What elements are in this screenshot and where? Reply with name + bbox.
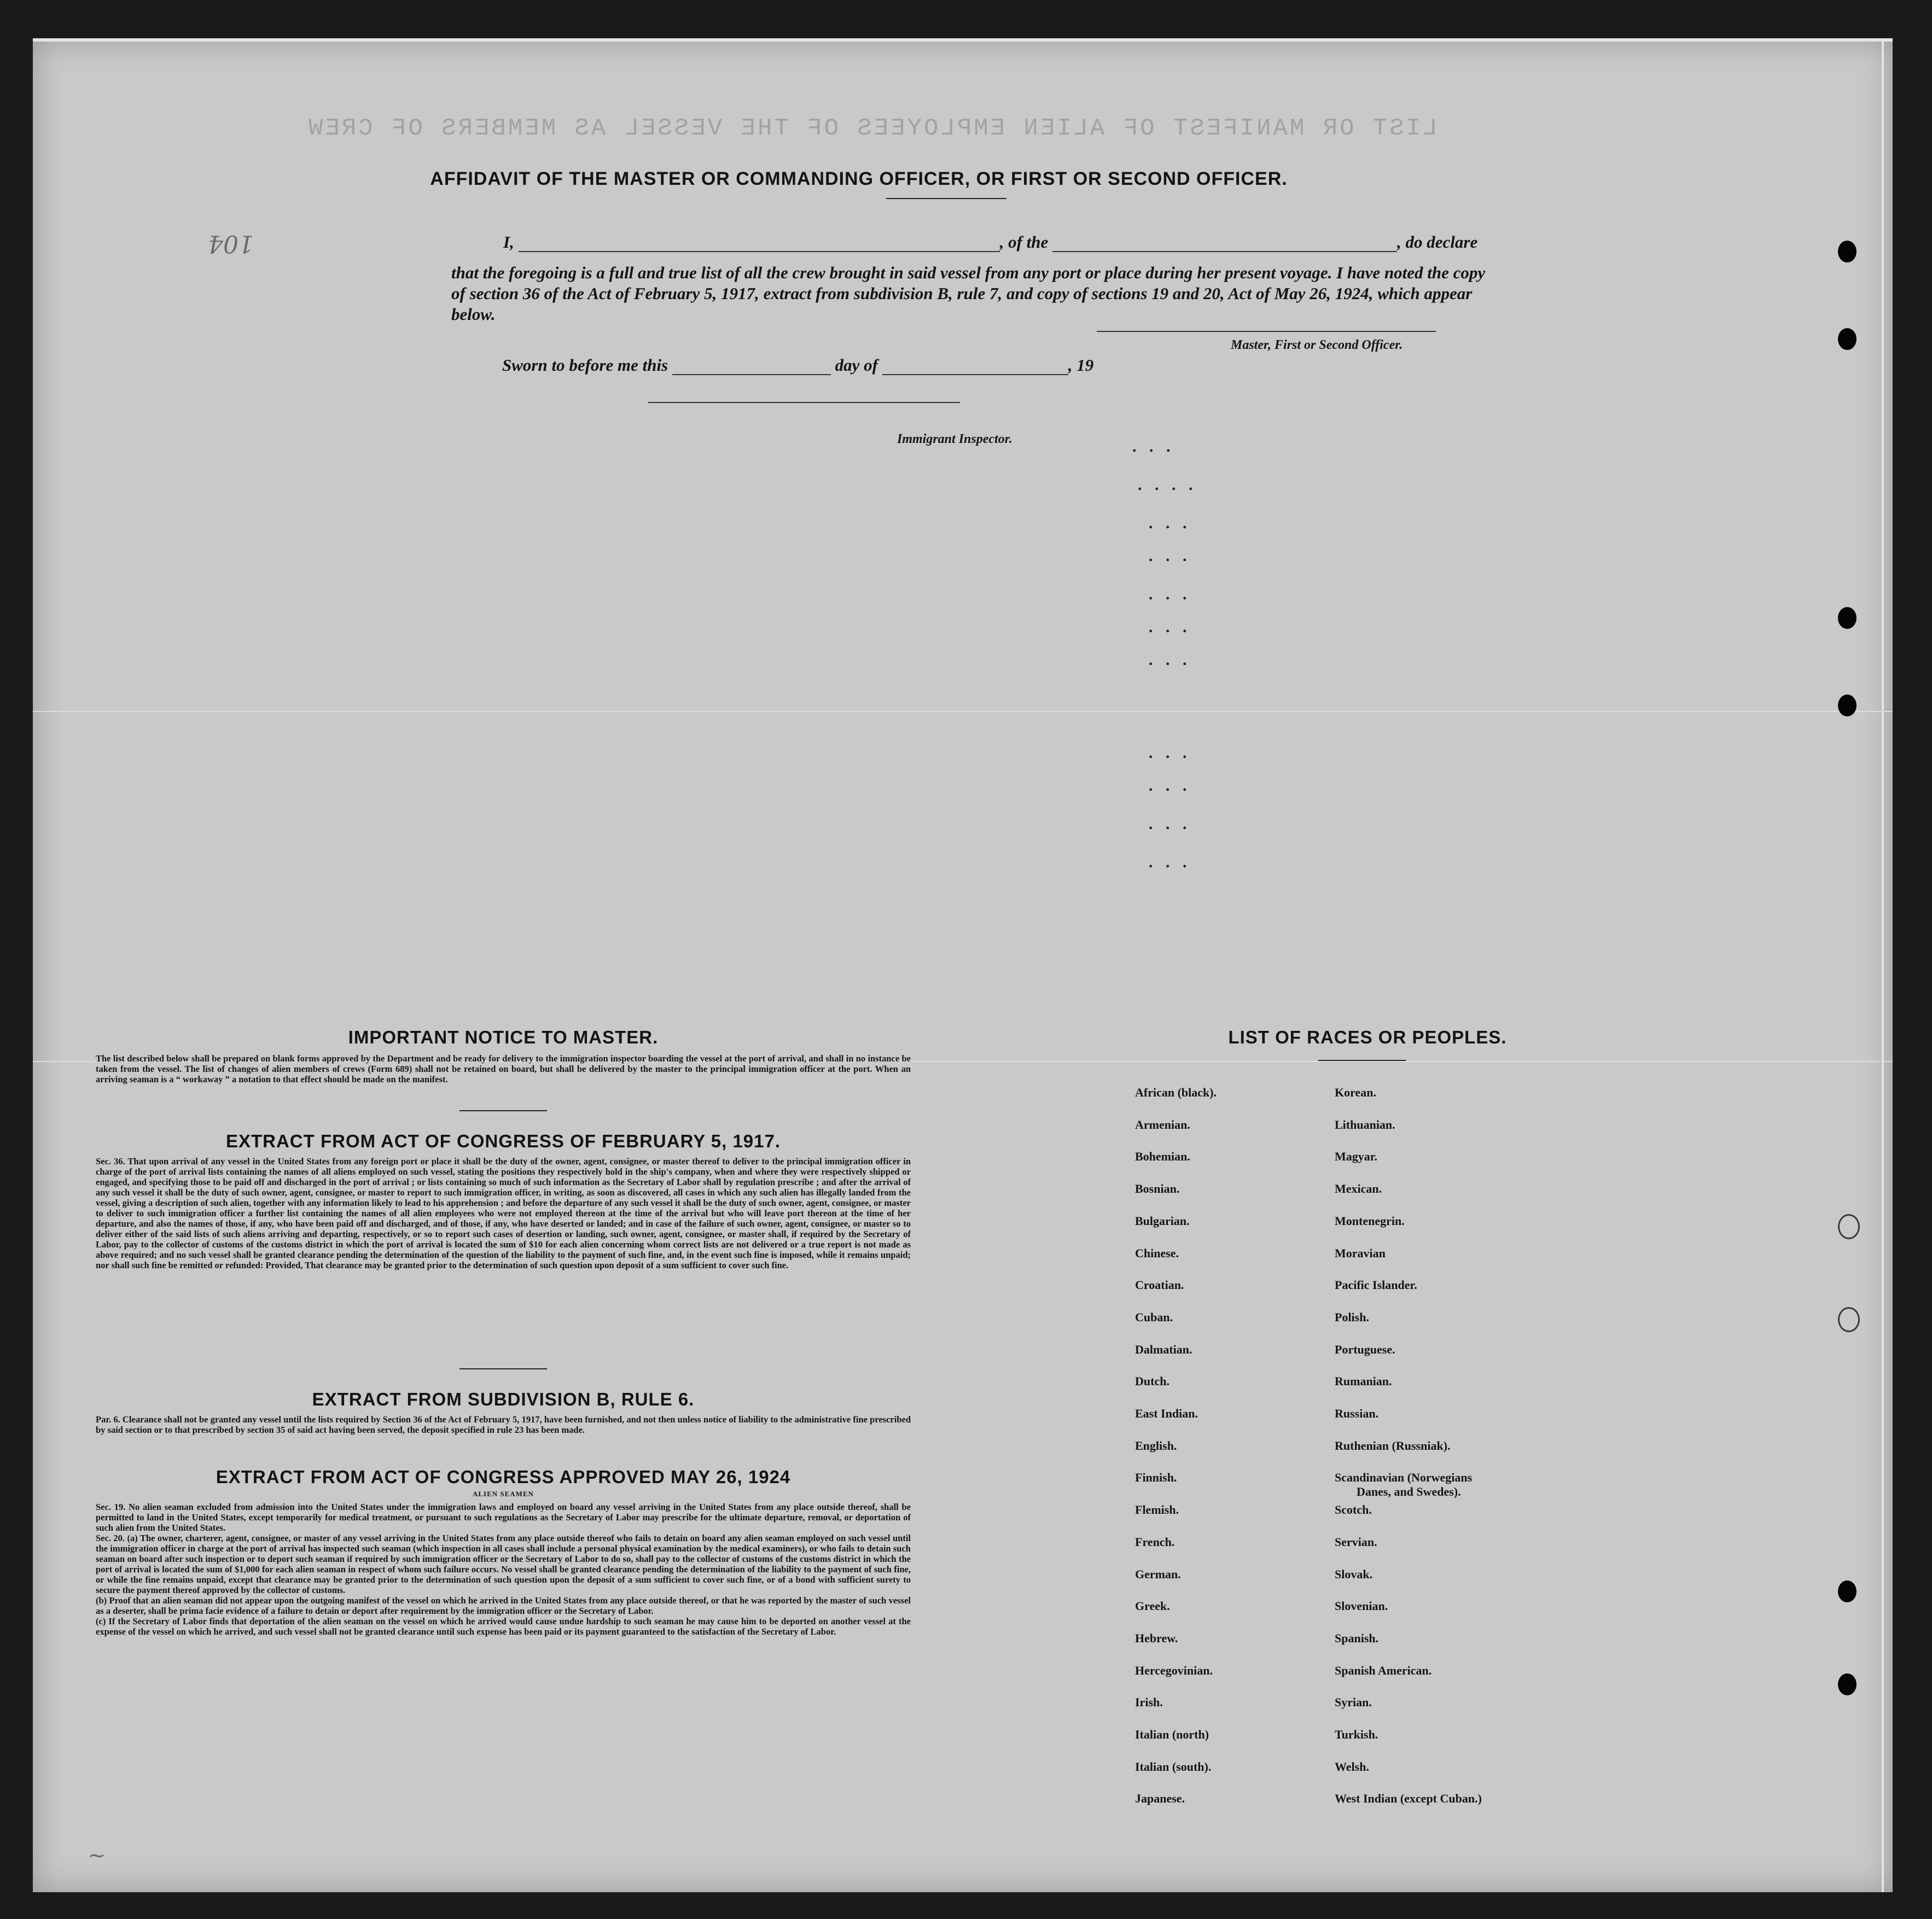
race-item: Bulgarian. [1135, 1214, 1190, 1228]
year-label: , 19 [1068, 355, 1094, 375]
race-item: West Indian (except Cuban.) [1335, 1792, 1482, 1806]
affidavit-declare-label: , do declare [1397, 232, 1478, 252]
race-item: Croatian. [1135, 1278, 1184, 1292]
punch-hole [1838, 695, 1857, 716]
dot-mark: . . . [1149, 585, 1191, 603]
race-item: German. [1135, 1567, 1181, 1581]
subdivision-title: EXTRACT FROM SUBDIVISION B, RULE 6. [312, 1389, 695, 1409]
dot-mark: . . . [1149, 815, 1191, 833]
punch-hole [1838, 1214, 1860, 1239]
affidavit-statement: that the foregoing is a full and true list of all the crew brought in said vessel from any port or place during her present voyage. I have noted the copy of section 36 of the Act of February 5, 1917, extract from subdivision B, rule 7, and copy of sections 19 and 20, Act of May 26, 1924, which appear below. [451, 263, 1486, 324]
inspector-label: Immigrant Inspector. [897, 432, 1012, 446]
race-item: Magyar. [1335, 1150, 1378, 1164]
race-item: Ruthenian (Russniak). [1335, 1438, 1451, 1453]
paper-edge-top [33, 38, 1893, 42]
dot-mark: . . . [1149, 777, 1191, 795]
sec20a-text: Sec. 20. (a) The owner, charterer, agent, consignee, or master of any vessel arriving in the United States from any place outside thereof who fails to detain on board any alien seaman employed on such vessel until the immigration officer in charge at the port of arrival has inspected such seaman (which inspection in all cases shall include a personal physical examination by the medical examiners), or who fails to detain such seaman on board after such inspection or to deport such seaman if required by such immigration officer or the Secretary of Labor to do so, shall pay to the collector of customs of the customs district in which the port of arrival is located the sum of $1,000 for each alien seaman in respect of whom such failure occurs. No vessel shall be granted clearance pending the determination of the liability to the payment of such fine, or while the fine remains unpaid, except that clearance may be granted prior to the determination of such question upon the deposit of a sum sufficient to cover such fine, or of a bond with sufficient surety to secure the payment thereof approved by the collector of customs. [96, 1533, 911, 1595]
race-item: Rumanian. [1335, 1374, 1392, 1389]
punch-hole [1838, 607, 1857, 629]
punch-hole [1838, 1307, 1860, 1332]
race-item: Slovak. [1335, 1567, 1373, 1581]
punch-hole [1838, 1580, 1857, 1602]
section-divider [459, 1110, 547, 1111]
race-item: Danes, and Swedes). [1357, 1485, 1461, 1499]
race-item: Russian. [1335, 1407, 1379, 1420]
important-notice [96, 1027, 911, 1084]
sworn-line [502, 355, 1093, 375]
race-item: Spanish American. [1335, 1663, 1432, 1677]
race-item: Lithuanian. [1335, 1117, 1395, 1131]
section-divider [459, 1368, 547, 1369]
race-item: Greek. [1135, 1599, 1170, 1613]
paper-edge-right [1882, 38, 1884, 1892]
sec19-text: Sec. 19. No alien seaman excluded from admission into the United States under the immigration laws and employed on board any vessel arriving in the United States from any place outside thereof, shall be permitted to land in the United States, except temporarily for medical treatment, or pursuant to such regulations as the Secretary of Labor may prescribe for the ultimate departure, removal, or deportation of such alien from the United States. [96, 1502, 911, 1533]
handwritten-margin-number: 104 [208, 230, 254, 258]
race-item: Montenegrin. [1335, 1214, 1405, 1228]
race-item: Bohemian. [1135, 1150, 1190, 1164]
race-item: Cuban. [1135, 1310, 1173, 1324]
race-item: Welsh. [1335, 1759, 1369, 1774]
race-item: Bosnian. [1135, 1182, 1180, 1196]
race-item: Slovenian. [1335, 1599, 1388, 1613]
extract-1924-subtitle: ALIEN SEAMEN [472, 1490, 534, 1498]
vessel-name-field[interactable] [1052, 251, 1397, 252]
race-item: Portuguese. [1335, 1342, 1395, 1356]
affidavit-title: AFFIDAVIT OF THE MASTER OR COMMANDING OFFICER, OR FIRST OR SECOND OFFICER. [430, 168, 1288, 189]
document-page [33, 38, 1893, 1892]
subdivision-text: Par. 6. Clearance shall not be granted any vessel until the lists required by Section 36 of the Act of February 5, 1917, have been furnished, and not then unless notice of liability to the administrative fine prescribed by said section or to that prescribed by section 35 of said act having been served, the deposit specified in rule 23 has been made. [96, 1414, 911, 1435]
extract-1924-title: EXTRACT FROM ACT OF CONGRESS APPROVED MAY 26, 1924 [216, 1467, 791, 1487]
race-item: Flemish. [1135, 1503, 1179, 1517]
race-item: Irish. [1135, 1695, 1163, 1710]
race-item: French. [1135, 1535, 1175, 1549]
race-item: Hercegovinian. [1135, 1663, 1213, 1677]
race-item: Scandinavian (Norwegians [1335, 1471, 1473, 1485]
extract-1924 [96, 1467, 911, 1637]
race-item: Pacific Islander. [1335, 1278, 1417, 1292]
race-item: East Indian. [1135, 1407, 1198, 1420]
race-item: Chinese. [1135, 1246, 1179, 1260]
race-item: Japanese. [1135, 1792, 1185, 1806]
punch-hole [1838, 241, 1857, 263]
race-item: Polish. [1335, 1310, 1369, 1324]
race-item: Dalmatian. [1135, 1342, 1192, 1356]
punch-hole [1838, 1673, 1857, 1695]
bleed-through-text: LIST OR MANIFEST OF ALIEN EMPLOYEES OF THE VESSEL AS MEMBERS OF CREW [306, 115, 1438, 142]
race-item: Scotch. [1335, 1503, 1372, 1517]
master-name-field[interactable] [519, 251, 1000, 252]
punch-hole [1838, 328, 1857, 350]
extract-1917-title: EXTRACT FROM ACT OF CONGRESS OF FEBRUARY 5, 1917. [225, 1131, 781, 1151]
extract-1917 [96, 1131, 911, 1270]
dot-mark: . . . [1149, 547, 1191, 565]
race-item: Finnish. [1135, 1471, 1177, 1485]
affidavit-of-the-label: , of the [999, 232, 1049, 252]
race-item: Syrian. [1335, 1695, 1372, 1710]
race-item: Italian (north) [1135, 1728, 1209, 1741]
dot-mark: . . . [1149, 853, 1191, 871]
inspector-signature-field[interactable] [648, 402, 960, 403]
sworn-day-field[interactable] [672, 374, 831, 375]
race-item: Spanish. [1335, 1631, 1379, 1645]
extract-subdivision-b [96, 1389, 911, 1435]
race-item: Servian. [1335, 1535, 1377, 1549]
master-signature-label: Master, First or Second Officer. [1231, 338, 1403, 352]
dot-mark: . . . [1149, 618, 1191, 636]
dot-mark: . . . [1149, 744, 1191, 762]
dot-mark: . . . [1132, 438, 1175, 456]
dot-mark: . . . [1149, 514, 1191, 532]
race-item: Korean. [1335, 1086, 1376, 1099]
dot-mark: . . . [1149, 651, 1191, 669]
notice-title: IMPORTANT NOTICE TO MASTER. [348, 1027, 659, 1047]
race-item: Moravian [1335, 1246, 1386, 1260]
race-item: African (black). [1135, 1086, 1217, 1099]
margin-mark: ~ [88, 1843, 106, 1868]
race-item: Italian (south). [1135, 1759, 1212, 1774]
notice-text: The list described below shall be prepared on blank forms approved by the Department and be ready for delivery to the immigration inspector boarding the vessel at the port of arrival, and shall in no instance be taken from the vessel. The list of changes of alien members of crews (Form 689) shall not be retained on board, but shall be delivered by the master to the principal immigration officer at the port. When an arriving seaman is a “ workaway ” a notation to that effect should be made on the manifest. [96, 1053, 911, 1084]
race-item: English. [1135, 1438, 1177, 1453]
race-item: Dutch. [1135, 1374, 1169, 1389]
race-item: Hebrew. [1135, 1631, 1178, 1645]
race-item: Armenian. [1135, 1117, 1190, 1131]
races-divider [1318, 1060, 1406, 1061]
dot-mark: . . . . [1138, 476, 1197, 494]
races-title: LIST OF RACES OR PEOPLES. [1228, 1027, 1507, 1047]
sec20c-text: (c) If the Secretary of Labor finds that deportation of the alien seaman on the vessel on which he arrived would cause undue hardship to such seaman he may cause him to be deported on another vessel at the expense of the vessel on which he arrived, and such vessel shall not be granted clearance until such expense has been paid or its payment guaranteed to the satisfaction of the Secretary of Labor. [96, 1616, 911, 1637]
affidavit-declaration-line [503, 232, 1477, 252]
day-of-label: day of [835, 355, 878, 375]
sworn-month-field[interactable] [882, 374, 1068, 375]
extract-1917-text: Sec. 36. That upon arrival of any vessel in the United States from any foreign port or place it shall be the duty of the owner, agent, consignee, or master thereof to deliver to the principal immigration officer in charge of the port of arrival lists containing the names of all aliens employed on such vessel, stating the positions they respectively hold in the ship's company, when and where they were respectively shipped or engaged, and specifying those to be paid off and discharged in the port of arrival ; or lists containing so much of such information as the Secretary of Labor shall by regulation prescribe ; and after the arrival of any such vessel it shall be the duty of such owner, agent, consignee, or master to report to such immigration officer, in writing, as soon as discovered, all cases in which any such alien has illegally landed from the vessel, giving a description of such alien, together with any information likely to lead to his apprehension ; and before the departure of any such vessel it shall be the duty of such owner, agent, consignee, or master to deliver to such immigration officer a further list containing the names of all alien employees who were not employed thereon at the time of the arrival but who will leave port thereon at the time of her departure, and also the names of those, if any, who have been paid off and discharged, and of those, if any, who have deserted or landed; and in case of the failure of such owner, agent, consignee, or master so to deliver either of the said lists of such aliens arriving and departing, respectively, or so to report such cases of desertion or landing, such owner, agent, consignee, or master shall, if required by the Secretary of Labor, pay to the collector of customs of the customs district in which the port of arrival is located the sum of $10 for each alien concerning whom correct lists are not delivered or a true report is not made as above required; and no such vessel shall be granted clearance pending the determination of the question of the liability to the payment of such fine, and, in the event such fine is imposed, while it remains unpaid; nor shall such fine be remitted or refunded: Provided, That clearance may be granted prior to the determination of such question upon deposit of a sum sufficient to cover such fine. [96, 1156, 911, 1270]
master-signature-field[interactable] [1097, 331, 1436, 332]
race-item: Turkish. [1335, 1728, 1378, 1741]
sworn-label: Sworn to before me this [502, 355, 668, 375]
race-item: Mexican. [1335, 1182, 1382, 1196]
affidavit-i-label: I, [503, 232, 514, 252]
title-divider [886, 198, 1006, 199]
sec20b-text: (b) Proof that an alien seaman did not appear upon the outgoing manifest of the vessel on which he arrived in the United States from any place outside thereof, or that he was reported by the master of such vessel as a deserter, shall be prima facie evidence of a failure to detain or deport after requirement by the immigration officer or the Secretary of Labor. [96, 1595, 911, 1616]
fold-line [33, 711, 1893, 712]
